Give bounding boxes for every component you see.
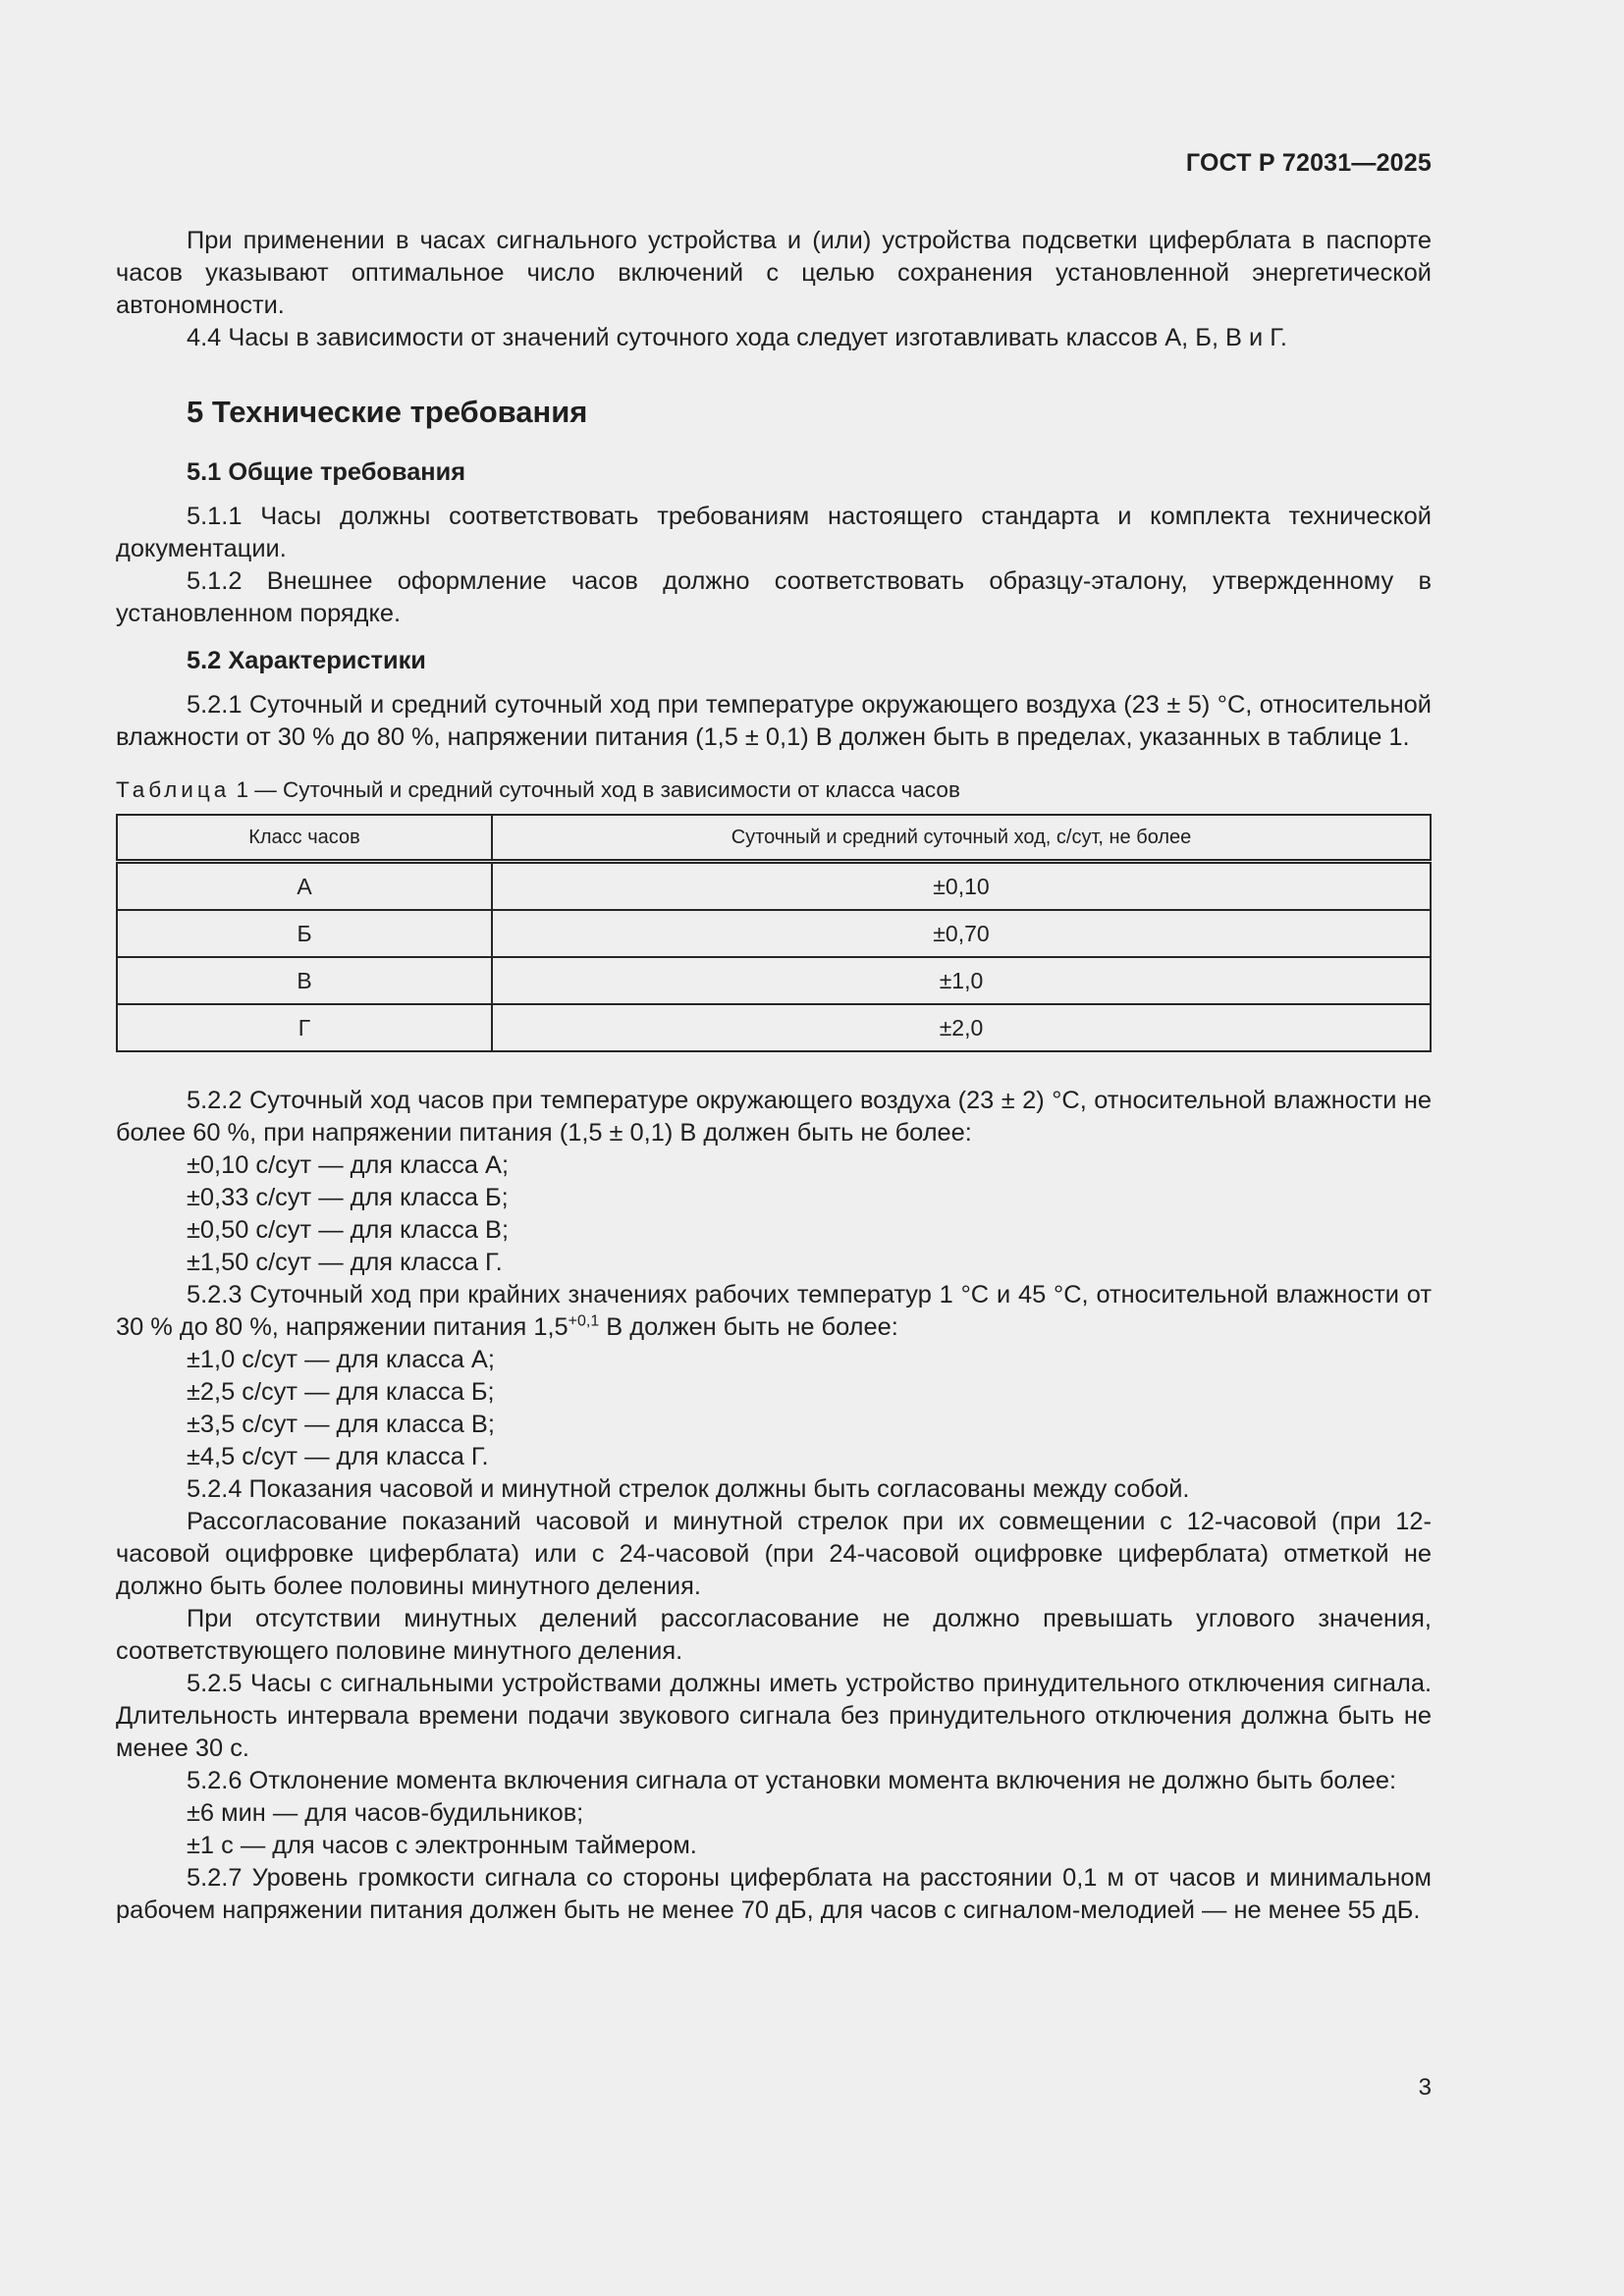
paragraph-5-2-3-tail: В должен быть не более: bbox=[599, 1313, 898, 1341]
paragraph-5-2-6: 5.2.6 Отклонение момента включения сигнала от установки момента включения не должно быть более: bbox=[187, 1767, 1397, 1794]
column-header-rate: Суточный и средний суточный ход, с/сут, не более bbox=[492, 815, 1431, 862]
table-caption-label: Таблица bbox=[116, 777, 231, 802]
section-5-title: 5 Технические требования bbox=[187, 395, 588, 429]
paragraph-5-2-3 bbox=[116, 1279, 1432, 1344]
table-cell-rate: ±0,10 bbox=[492, 862, 1431, 911]
intro-paragraph: При применении в часах сигнального устройства и (или) устройства подсветки циферблата в паспорте часов указывают оптимальное число включений с целью сохранения установленной энергетической автономности. bbox=[116, 227, 1432, 319]
list-item: ±3,5 с/сут — для класса В; bbox=[187, 1411, 495, 1438]
table-row bbox=[117, 957, 1431, 1004]
paragraph-5-2-4: 5.2.4 Показания часовой и минутной стрелок должны быть согласованы между собой. bbox=[187, 1475, 1190, 1503]
list-item: ±0,10 с/сут — для класса А; bbox=[187, 1151, 509, 1179]
list-item: ±6 мин — для часов-будильников; bbox=[187, 1799, 584, 1827]
standard-code: ГОСТ Р 72031—2025 bbox=[1185, 149, 1432, 177]
paragraph-5-2-4-misalignment: Рассогласование показаний часовой и минутной стрелок при их совмещении с 12-часовой (при 12-часовой оцифровке циферблата) или с 24-часовой (при 24-часовой оцифровке циферблата) отметкой не должно быть более половины минутного деления. bbox=[116, 1508, 1432, 1600]
document-body bbox=[116, 225, 1432, 1927]
list-item: ±2,5 с/сут — для класса Б; bbox=[187, 1378, 495, 1406]
class-rate-table bbox=[116, 814, 1432, 1052]
table-row bbox=[117, 862, 1431, 911]
table-caption-text: 1 — Суточный и средний суточный ход в зависимости от класса часов bbox=[236, 777, 960, 802]
table-row bbox=[117, 910, 1431, 957]
table-caption bbox=[116, 775, 1432, 805]
list-item: ±1,50 с/сут — для класса Г. bbox=[187, 1249, 503, 1276]
table-cell-rate: ±0,70 bbox=[492, 910, 1431, 957]
table-cell-rate: ±2,0 bbox=[492, 1004, 1431, 1051]
list-item: ±1 с — для часов с электронным таймером. bbox=[187, 1832, 697, 1859]
table-header-row bbox=[117, 815, 1431, 862]
voltage-tolerance-superscript: +0,1 bbox=[568, 1312, 600, 1330]
paragraph-5-2-3-text: 5.2.3 Суточный ход при крайних значениях рабочих температур 1 °С и 45 °С, относительной влажности от 30 % до 80 %, напряжении питания 1,5 bbox=[116, 1281, 1432, 1341]
list-item: ±4,5 с/сут — для класса Г. bbox=[187, 1443, 489, 1470]
paragraph-5-2-7: 5.2.7 Уровень громкости сигнала со стороны циферблата на расстоянии 0,1 м от часов и минимальном рабочем напряжении питания должен быть не менее 70 дБ, для часов с сигналом-мелодией — не менее 55 дБ. bbox=[116, 1864, 1432, 1924]
table-cell-class: Б bbox=[117, 910, 492, 957]
table-cell-rate: ±1,0 bbox=[492, 957, 1431, 1004]
paragraph-5-2-2: 5.2.2 Суточный ход часов при температуре окружающего воздуха (23 ± 2) °С, относительной влажности не более 60 %, при напряжении питания (1,5 ± 0,1) В должен быть не более: bbox=[116, 1087, 1432, 1147]
list-item: ±0,50 с/сут — для класса В; bbox=[187, 1216, 509, 1244]
paragraph-5-1-1: 5.1.1 Часы должны соответствовать требованиям настоящего стандарта и комплекта технической документации. bbox=[116, 503, 1432, 562]
paragraph-5-1-2: 5.1.2 Внешнее оформление часов должно соответствовать образцу-эталону, утвержденному в установленном порядке. bbox=[116, 567, 1432, 627]
paragraph-5-2-1: 5.2.1 Суточный и средний суточный ход при температуре окружающего воздуха (23 ± 5) °С, относительной влажности от 30 % до 80 %, напряжении питания (1,5 ± 0,1) В должен быть в пределах, указанных в таблице 1. bbox=[116, 691, 1432, 751]
list-item: ±1,0 с/сут — для класса А; bbox=[187, 1346, 495, 1373]
table-cell-class: В bbox=[117, 957, 492, 1004]
paragraph-5-2-5: 5.2.5 Часы с сигнальными устройствами должны иметь устройство принудительного отключения сигнала. Длительность интервала времени подачи звукового сигнала без принудительного отключения должна быть не менее 30 с. bbox=[116, 1670, 1432, 1762]
paragraph-5-2-4-no-divisions: При отсутствии минутных делений рассогласование не должно превышать углового значения, соответствующего половине минутного деления. bbox=[116, 1605, 1432, 1665]
paragraph-4-4: 4.4 Часы в зависимости от значений суточного хода следует изготавливать классов А, Б, В и Г. bbox=[187, 324, 1287, 351]
page-number: 3 bbox=[1418, 2074, 1432, 2101]
table-cell-class: Г bbox=[117, 1004, 492, 1051]
column-header-class: Класс часов bbox=[117, 815, 492, 862]
subsection-5-1-title: 5.1 Общие требования bbox=[187, 458, 466, 486]
document-page bbox=[116, 0, 1432, 2296]
table-cell-class: А bbox=[117, 862, 492, 911]
list-item: ±0,33 с/сут — для класса Б; bbox=[187, 1184, 509, 1211]
subsection-5-2-title: 5.2 Характеристики bbox=[187, 647, 426, 674]
table-row bbox=[117, 1004, 1431, 1051]
